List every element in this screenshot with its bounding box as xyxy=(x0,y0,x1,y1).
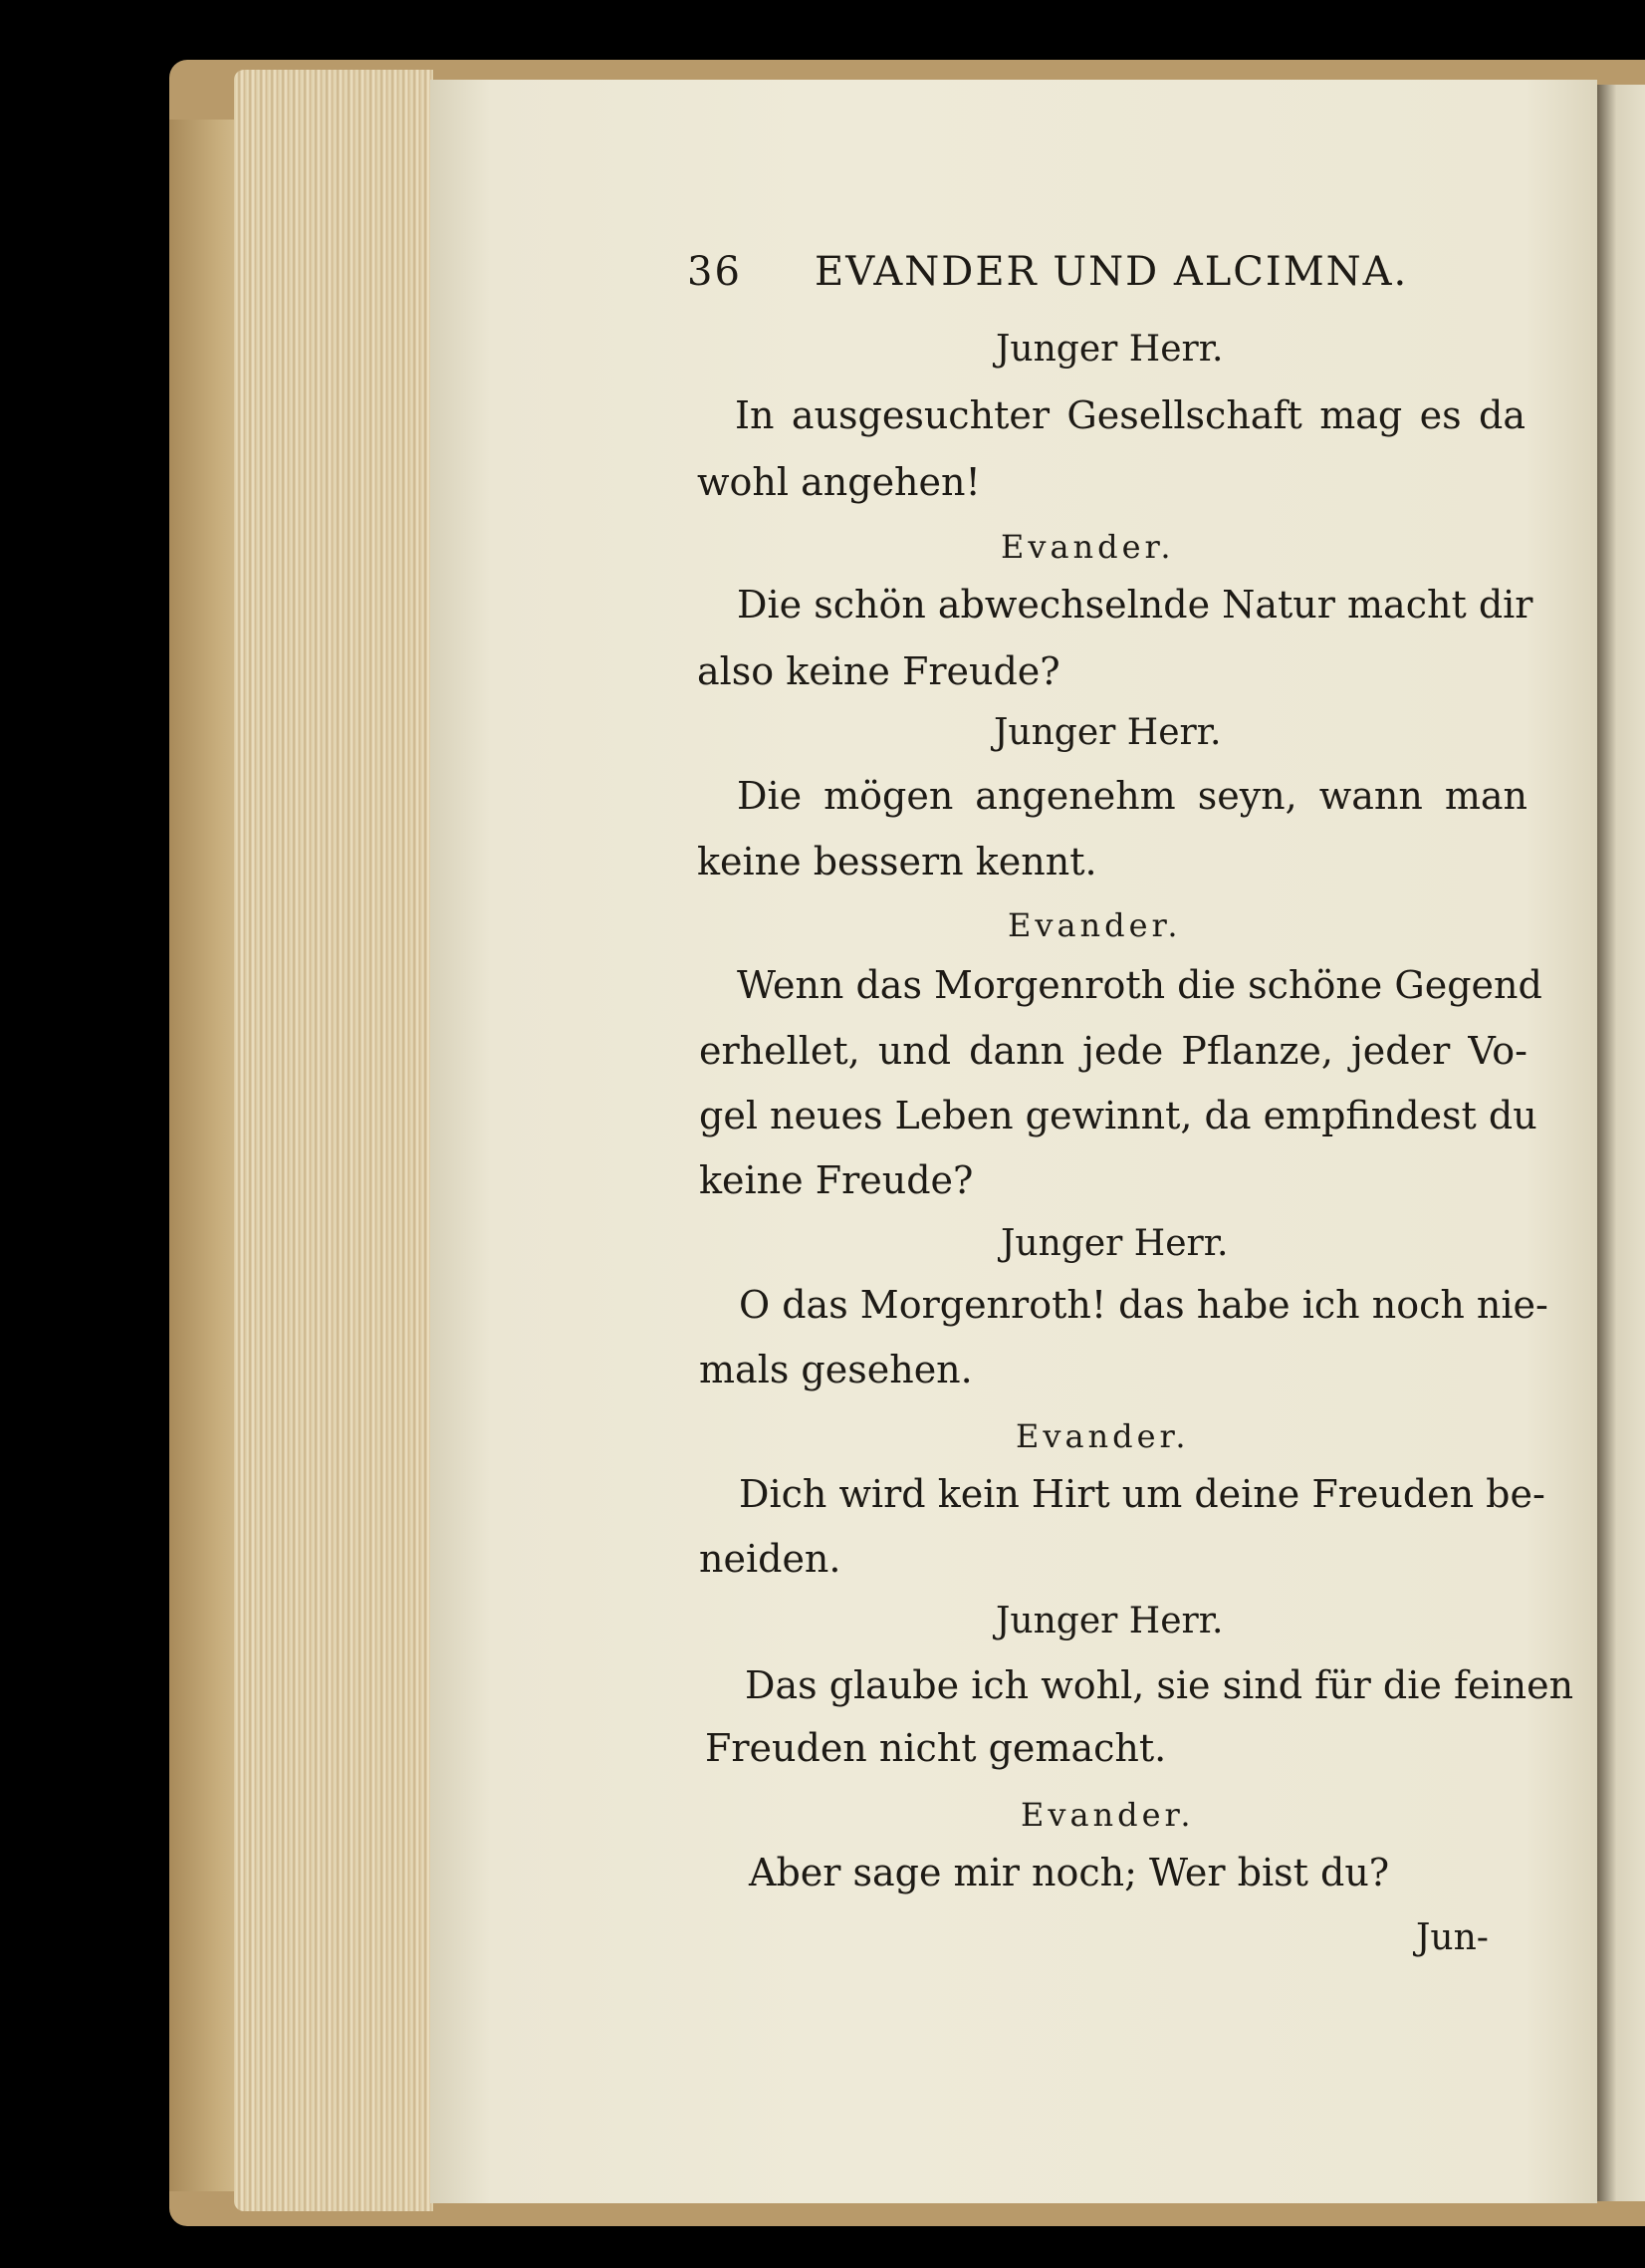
page-edges xyxy=(234,70,433,2211)
speaker-label: Junger Herr. xyxy=(996,329,1224,370)
speaker-label: Evander. xyxy=(1001,528,1175,566)
text-line: keine bessern kennt. xyxy=(697,840,1097,883)
text-line: gel neues Leben gewinnt, da empfindest du xyxy=(699,1094,1537,1137)
text-line: In ausgesuchter Gesellschaft mag es da xyxy=(735,393,1526,437)
facing-page-edge xyxy=(1597,85,1645,2201)
text-line: neiden. xyxy=(699,1537,841,1581)
speaker-label: Junger Herr. xyxy=(996,1601,1224,1641)
text-line: Das glaube ich wohl, sie sind für die feinen xyxy=(745,1663,1574,1707)
text-line: wohl angehen! xyxy=(697,460,981,504)
text-line: keine Freude? xyxy=(699,1158,974,1202)
speaker-label: Junger Herr. xyxy=(994,712,1222,753)
speaker-label: Evander. xyxy=(1016,1417,1190,1455)
text-line: erhellet, und dann jede Pflanze, jeder Vo- xyxy=(699,1029,1528,1073)
page-number: 36 xyxy=(687,249,742,295)
text-line: mals gesehen. xyxy=(699,1348,973,1391)
running-title: EVANDER UND ALCIMNA. xyxy=(815,249,1409,295)
text-line: Die mögen angenehm seyn, wann man xyxy=(737,774,1528,818)
text-line: Dich wird kein Hirt um deine Freuden be- xyxy=(739,1472,1545,1516)
text-line: Wenn das Morgenroth die schöne Gegend xyxy=(737,963,1542,1007)
speaker-label: Evander. xyxy=(1008,906,1182,944)
speaker-label: Junger Herr. xyxy=(1001,1223,1229,1264)
catchword: Jun- xyxy=(1416,1917,1489,1958)
text-line: Die schön abwechselnde Natur macht dir xyxy=(737,583,1533,627)
speaker-label: Evander. xyxy=(1021,1796,1195,1834)
text-line: Freuden nicht gemacht. xyxy=(705,1726,1167,1770)
text-line: also keine Freude? xyxy=(697,649,1060,693)
text-line: Aber sage mir noch; Wer bist du? xyxy=(749,1851,1390,1894)
text-line: O das Morgenroth! das habe ich noch nie- xyxy=(739,1283,1548,1327)
